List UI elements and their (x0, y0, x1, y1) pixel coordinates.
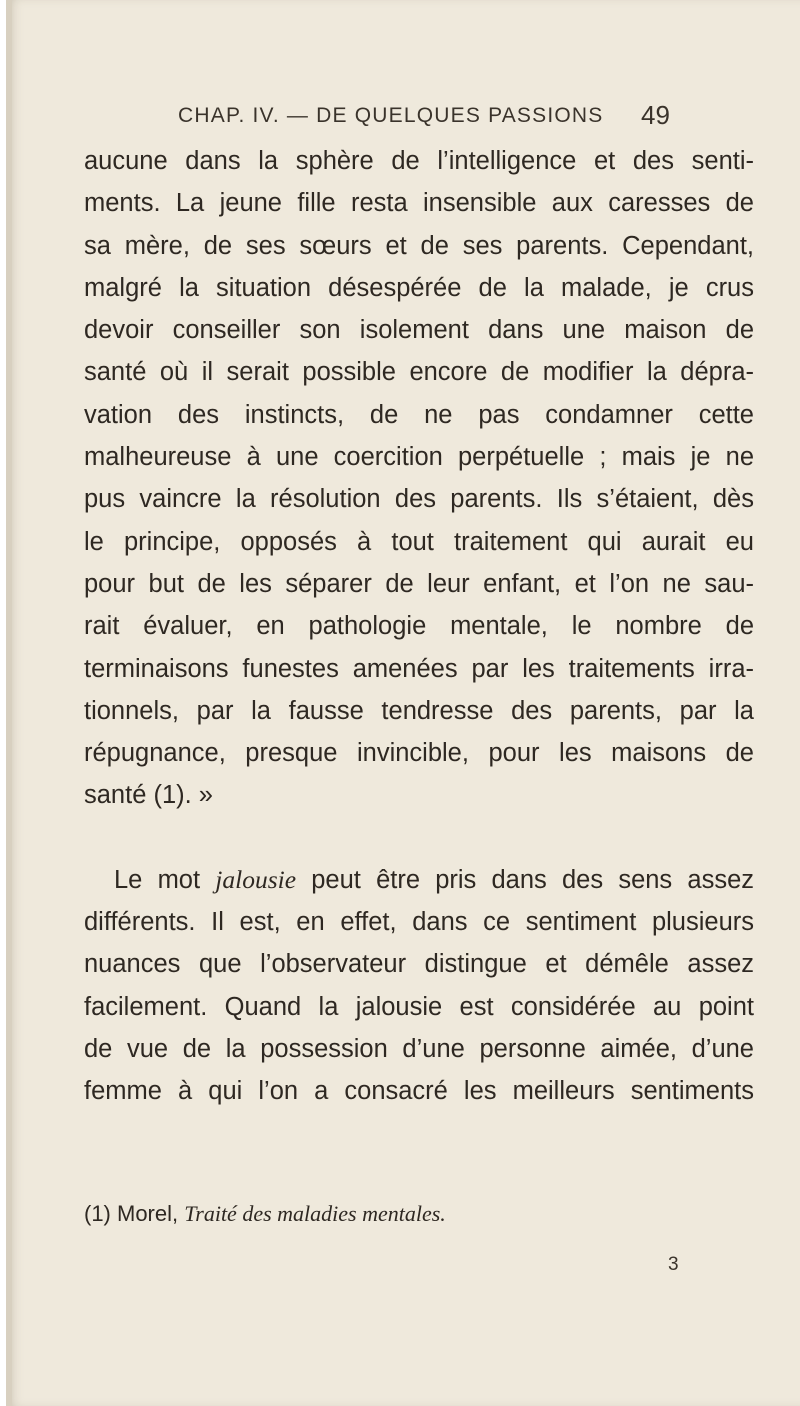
text-line: pour but de les séparer de leur enfant, et l’on ne sau- (84, 569, 754, 598)
text-line: malheureuse à une coercition perpétuelle ; mais je ne (84, 443, 754, 472)
text-line: rait évaluer, en pathologie mentale, le nombre de (84, 612, 754, 641)
paragraph-2-first-line (84, 859, 754, 901)
text-line: répugnance, presque invincible, pour les maisons de (84, 739, 754, 768)
running-head: CHAP. IV. — DE QUELQUES PASSIONS (178, 104, 604, 127)
page-binding-edge (6, 0, 12, 1406)
text-line: malgré la situation désespérée de la malade, je crus (84, 273, 754, 302)
page-header (0, 100, 800, 140)
text-line: nuances que l’observateur distingue et démêle assez (84, 950, 754, 979)
text-line: santé (1). » (84, 781, 213, 810)
text-fragment: peut être pris dans des sens assez (296, 865, 754, 894)
body-text (84, 140, 754, 1113)
signature-mark: 3 (668, 1254, 679, 1275)
text-line: ments. La jeune fille resta insensible aux caresses de (84, 189, 754, 218)
text-line: sa mère, de ses sœurs et de ses parents. Cependant, (84, 231, 754, 260)
text-line: de vue de la possession d’une personne aimée, d’une (84, 1034, 754, 1063)
footnote-title: Traité des maladies mentales. (184, 1201, 446, 1226)
text-line: devoir conseiller son isolement dans une maison de (84, 316, 754, 345)
text-line: le principe, opposés à tout traitement qui aurait eu (84, 527, 754, 556)
text-line: aucune dans la sphère de l’intelligence et des senti- (84, 147, 754, 175)
text-line: vation des instincts, de ne pas condamner cette (84, 400, 754, 429)
text-fragment: Le mot (114, 865, 216, 894)
text-line: femme à qui l’on a consacré les meilleurs sentiments (84, 1077, 754, 1106)
text-line: différents. Il est, en effet, dans ce sentiment plusieurs (84, 908, 754, 937)
page-number: 49 (641, 100, 670, 130)
text-line: tionnels, par la fausse tendresse des parents, par la (84, 696, 754, 725)
footnote-marker: (1) Morel, (84, 1201, 185, 1226)
text-line: santé où il serait possible encore de modifier la dépra- (84, 358, 754, 387)
italic-term: jalousie (215, 864, 297, 894)
text-line: terminaisons funestes amenées par les traitements irra- (84, 654, 754, 683)
text-line: facilement. Quand la jalousie est considérée au point (84, 992, 754, 1021)
footnote (84, 1201, 446, 1227)
text-line: pus vaincre la résolution des parents. Ils s’étaient, dès (84, 485, 754, 514)
